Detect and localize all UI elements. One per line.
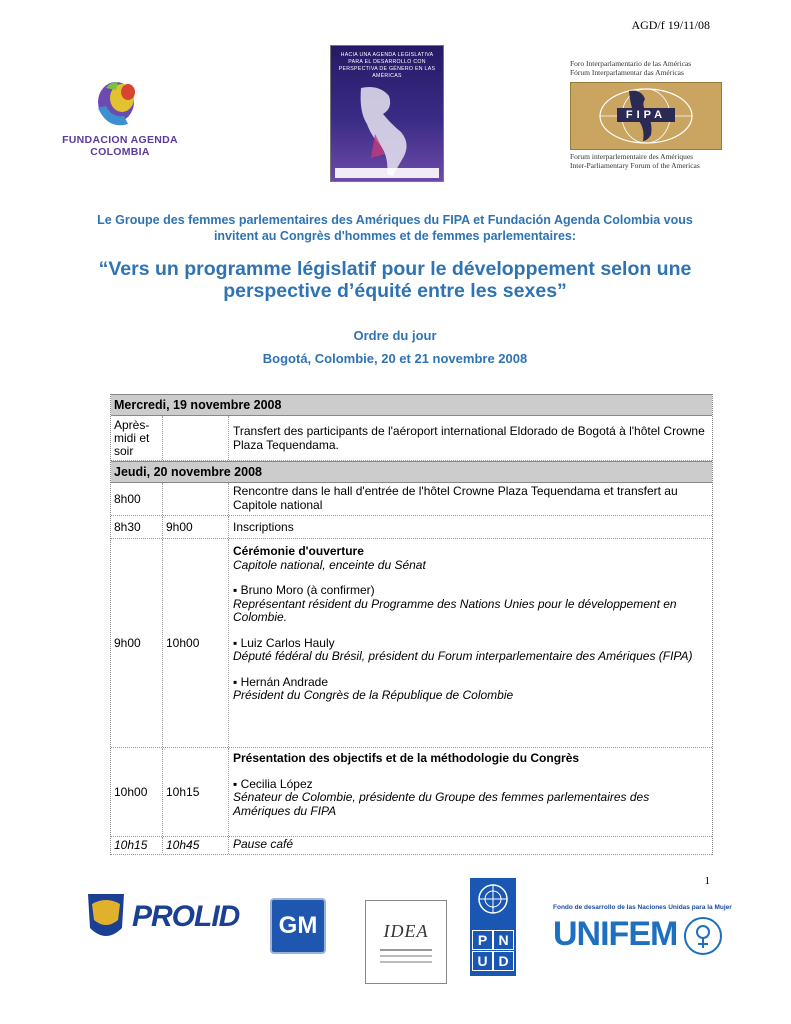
end-time: 9h00 <box>163 516 229 538</box>
session-title: Cérémonie d'ouverture <box>233 544 364 558</box>
unifem-emblem-icon <box>681 916 725 956</box>
fipa-top-text: Foro Interparlamentario de las Américas Fórum Interparlamentar das Américas <box>570 59 692 77</box>
unifem-text: UNIFEM <box>553 915 678 953</box>
pnud-letter: D <box>493 951 514 971</box>
end-time: 10h00 <box>163 539 229 747</box>
fipa-bottom-text: Forum interparlementaire des Amériques Inter-Parliamentary Forum of the Americas <box>570 152 700 170</box>
speaker-role: Sénateur de Colombie, présidente du Groupe des femmes parlementaires des Amériques du FIPA <box>233 790 650 818</box>
session-title: Présentation des objectifs et de la méthodologie du Congrès <box>233 751 580 765</box>
end-time: 10h15 <box>163 748 229 836</box>
poster-text: HACIA UNA AGENDA LEGISLATIVA PARA EL DESARROLLO CON PERSPECTIVA DE GÉNERO EN LAS AMÉRICAS <box>338 52 436 79</box>
fundacion-logo-text: FUNDACION AGENDA COLOMBIA <box>62 134 178 158</box>
start-time: 10h00 <box>111 748 163 836</box>
invitation-intro: Le Groupe des femmes parlementaires des Amériques du FIPA et Fundación Agenda Colombia vous invitent au Congrès d'hommes et de femmes parlementaires: <box>97 213 693 243</box>
start-time: Après-midi et soir <box>111 416 163 460</box>
activity-block <box>229 748 712 836</box>
fundacion-agenda-colombia-logo <box>50 78 190 158</box>
gm-logo <box>270 898 326 954</box>
prolid-logo <box>84 880 244 960</box>
activity-text: Rencontre dans le hall d'entrée de l'hôtel Crowne Plaza Tequendama et transfert au Capitole national <box>233 484 678 512</box>
event-location-dates: Bogotá, Colombie, 20 et 21 novembre 2008 <box>262 351 528 366</box>
table-row <box>111 416 712 461</box>
pnud-letter: N <box>493 930 514 950</box>
end-time: 10h45 <box>163 837 229 854</box>
page-number: 1 <box>704 875 710 887</box>
table-row <box>111 483 712 516</box>
pnud-letter: U <box>472 951 493 971</box>
session-place: Capitole national, enceinte du Sénat <box>233 557 426 572</box>
congress-poster-image <box>330 45 444 182</box>
prolid-shield-icon <box>84 890 128 946</box>
idea-logo-text: IDEA <box>383 921 429 941</box>
agenda-table <box>110 394 713 855</box>
speaker-name: ▪ Luiz Carlos Hauly <box>233 635 335 650</box>
start-time: 8h30 <box>111 516 163 538</box>
americas-map-icon <box>331 84 443 181</box>
agenda-heading: Ordre du jour <box>353 328 437 343</box>
unifem-logo <box>553 898 733 958</box>
gm-logo-text: GM <box>270 898 326 954</box>
activity-text: Transfert des participants de l'aéroport international Eldorado de Bogotá à l'hôtel Crowne Plaza Tequendama. <box>233 424 705 452</box>
pnud-letter: P <box>472 930 493 950</box>
speaker-role: Président du Congrès de la République de Colombie <box>233 688 514 702</box>
activity-text: Inscriptions <box>233 520 294 534</box>
table-row <box>111 748 712 837</box>
activity-text: Pause café <box>233 837 294 851</box>
end-time <box>163 483 229 515</box>
fipa-logo <box>568 60 723 180</box>
table-row <box>111 837 712 855</box>
idea-logo <box>365 900 447 984</box>
congress-title: “Vers un programme législatif pour le développement selon une perspective d’équité entre les sexes” <box>98 258 692 302</box>
speaker-name: ▪ Cecilia López <box>233 776 313 791</box>
start-time: 9h00 <box>111 539 163 747</box>
prolid-text: PROLID <box>132 900 240 933</box>
head-profile-icon <box>50 78 190 134</box>
speaker-name: ▪ Bruno Moro (à confirmer) <box>233 583 375 597</box>
day-header-wednesday: Mercredi, 19 novembre 2008 <box>111 395 712 416</box>
document-reference: AGD/f 19/11/08 <box>631 18 710 32</box>
end-time <box>163 416 229 460</box>
fipa-emblem <box>570 82 722 150</box>
unifem-subtitle: Fondo de desarrollo de las Naciones Unidas para la Mujer <box>553 904 732 911</box>
speaker-role: Député fédéral du Brésil, président du Forum interparlementaire des Amériques (FIPA) <box>233 649 693 663</box>
table-row <box>111 516 712 539</box>
un-emblem-icon <box>473 882 513 916</box>
activity-block <box>229 539 712 747</box>
speaker-name: ▪ Hernán Andrade <box>233 674 328 689</box>
table-row <box>111 539 712 748</box>
speaker-role: Représentant résident du Programme des Nations Unies pour le développement en Colombie. <box>233 596 677 624</box>
day-header-thursday: Jeudi, 20 novembre 2008 <box>111 461 712 483</box>
pnud-logo <box>470 878 516 976</box>
fipa-logo-text: FIPA <box>625 109 667 121</box>
start-time: 8h00 <box>111 483 163 515</box>
start-time: 10h15 <box>111 837 163 853</box>
